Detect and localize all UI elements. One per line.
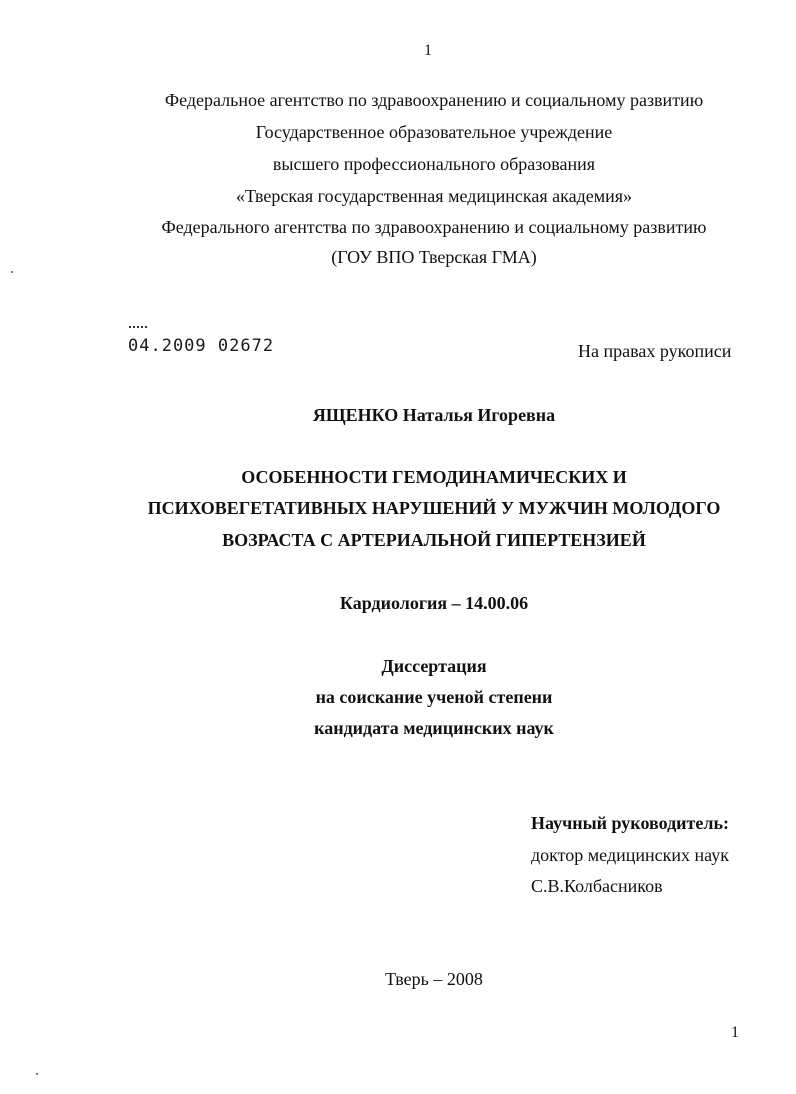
header-line: Федеральное агентство по здравоохранению и социальному развитию	[164, 90, 704, 110]
title-line: ВОЗРАСТА С АРТЕРИАЛЬНОЙ ГИПЕРТЕНЗИЕЙ	[222, 530, 646, 550]
supervisor-label: Научный руководитель:	[531, 813, 729, 833]
degree-line: на соискание ученой степени	[315, 687, 553, 707]
header-line: Федерального агентства по здравоохранению и социальному развитию	[161, 217, 707, 237]
specialty: Кардиология – 14.00.06	[339, 593, 529, 613]
page-number-bottom: 1	[731, 1024, 739, 1041]
supervisor-name: С.В.Колбасников	[531, 876, 663, 896]
header-line: (ГОУ ВПО Тверская ГМА)	[331, 247, 537, 267]
title-line: ОСОБЕННОСТИ ГЕМОДИНАМИЧЕСКИХ И	[241, 467, 627, 487]
manuscript-note: На правах рукописи	[578, 341, 732, 361]
author-name: ЯЩЕНКО Наталья Игоревна	[312, 405, 556, 425]
degree-line: Диссертация	[381, 656, 487, 676]
stamp-mark	[129, 326, 147, 330]
page-number-top: 1	[424, 42, 432, 59]
header-line: высшего профессионального образования	[272, 154, 596, 174]
degree-line: кандидата медицинских наук	[314, 718, 554, 738]
library-stamp-number: 04.2009 02672	[128, 336, 275, 356]
place-year: Тверь – 2008	[385, 969, 483, 989]
header-line: «Тверская государственная медицинская академия»	[235, 186, 633, 206]
header-line: Государственное образовательное учреждение	[255, 122, 613, 142]
supervisor-degree: доктор медицинских наук	[531, 845, 729, 865]
title-line: ПСИХОВЕГЕТАТИВНЫХ НАРУШЕНИЙ У МУЖЧИН МОЛОДОГО	[147, 498, 721, 518]
scan-speck	[11, 271, 13, 273]
scan-speck	[36, 1073, 38, 1075]
